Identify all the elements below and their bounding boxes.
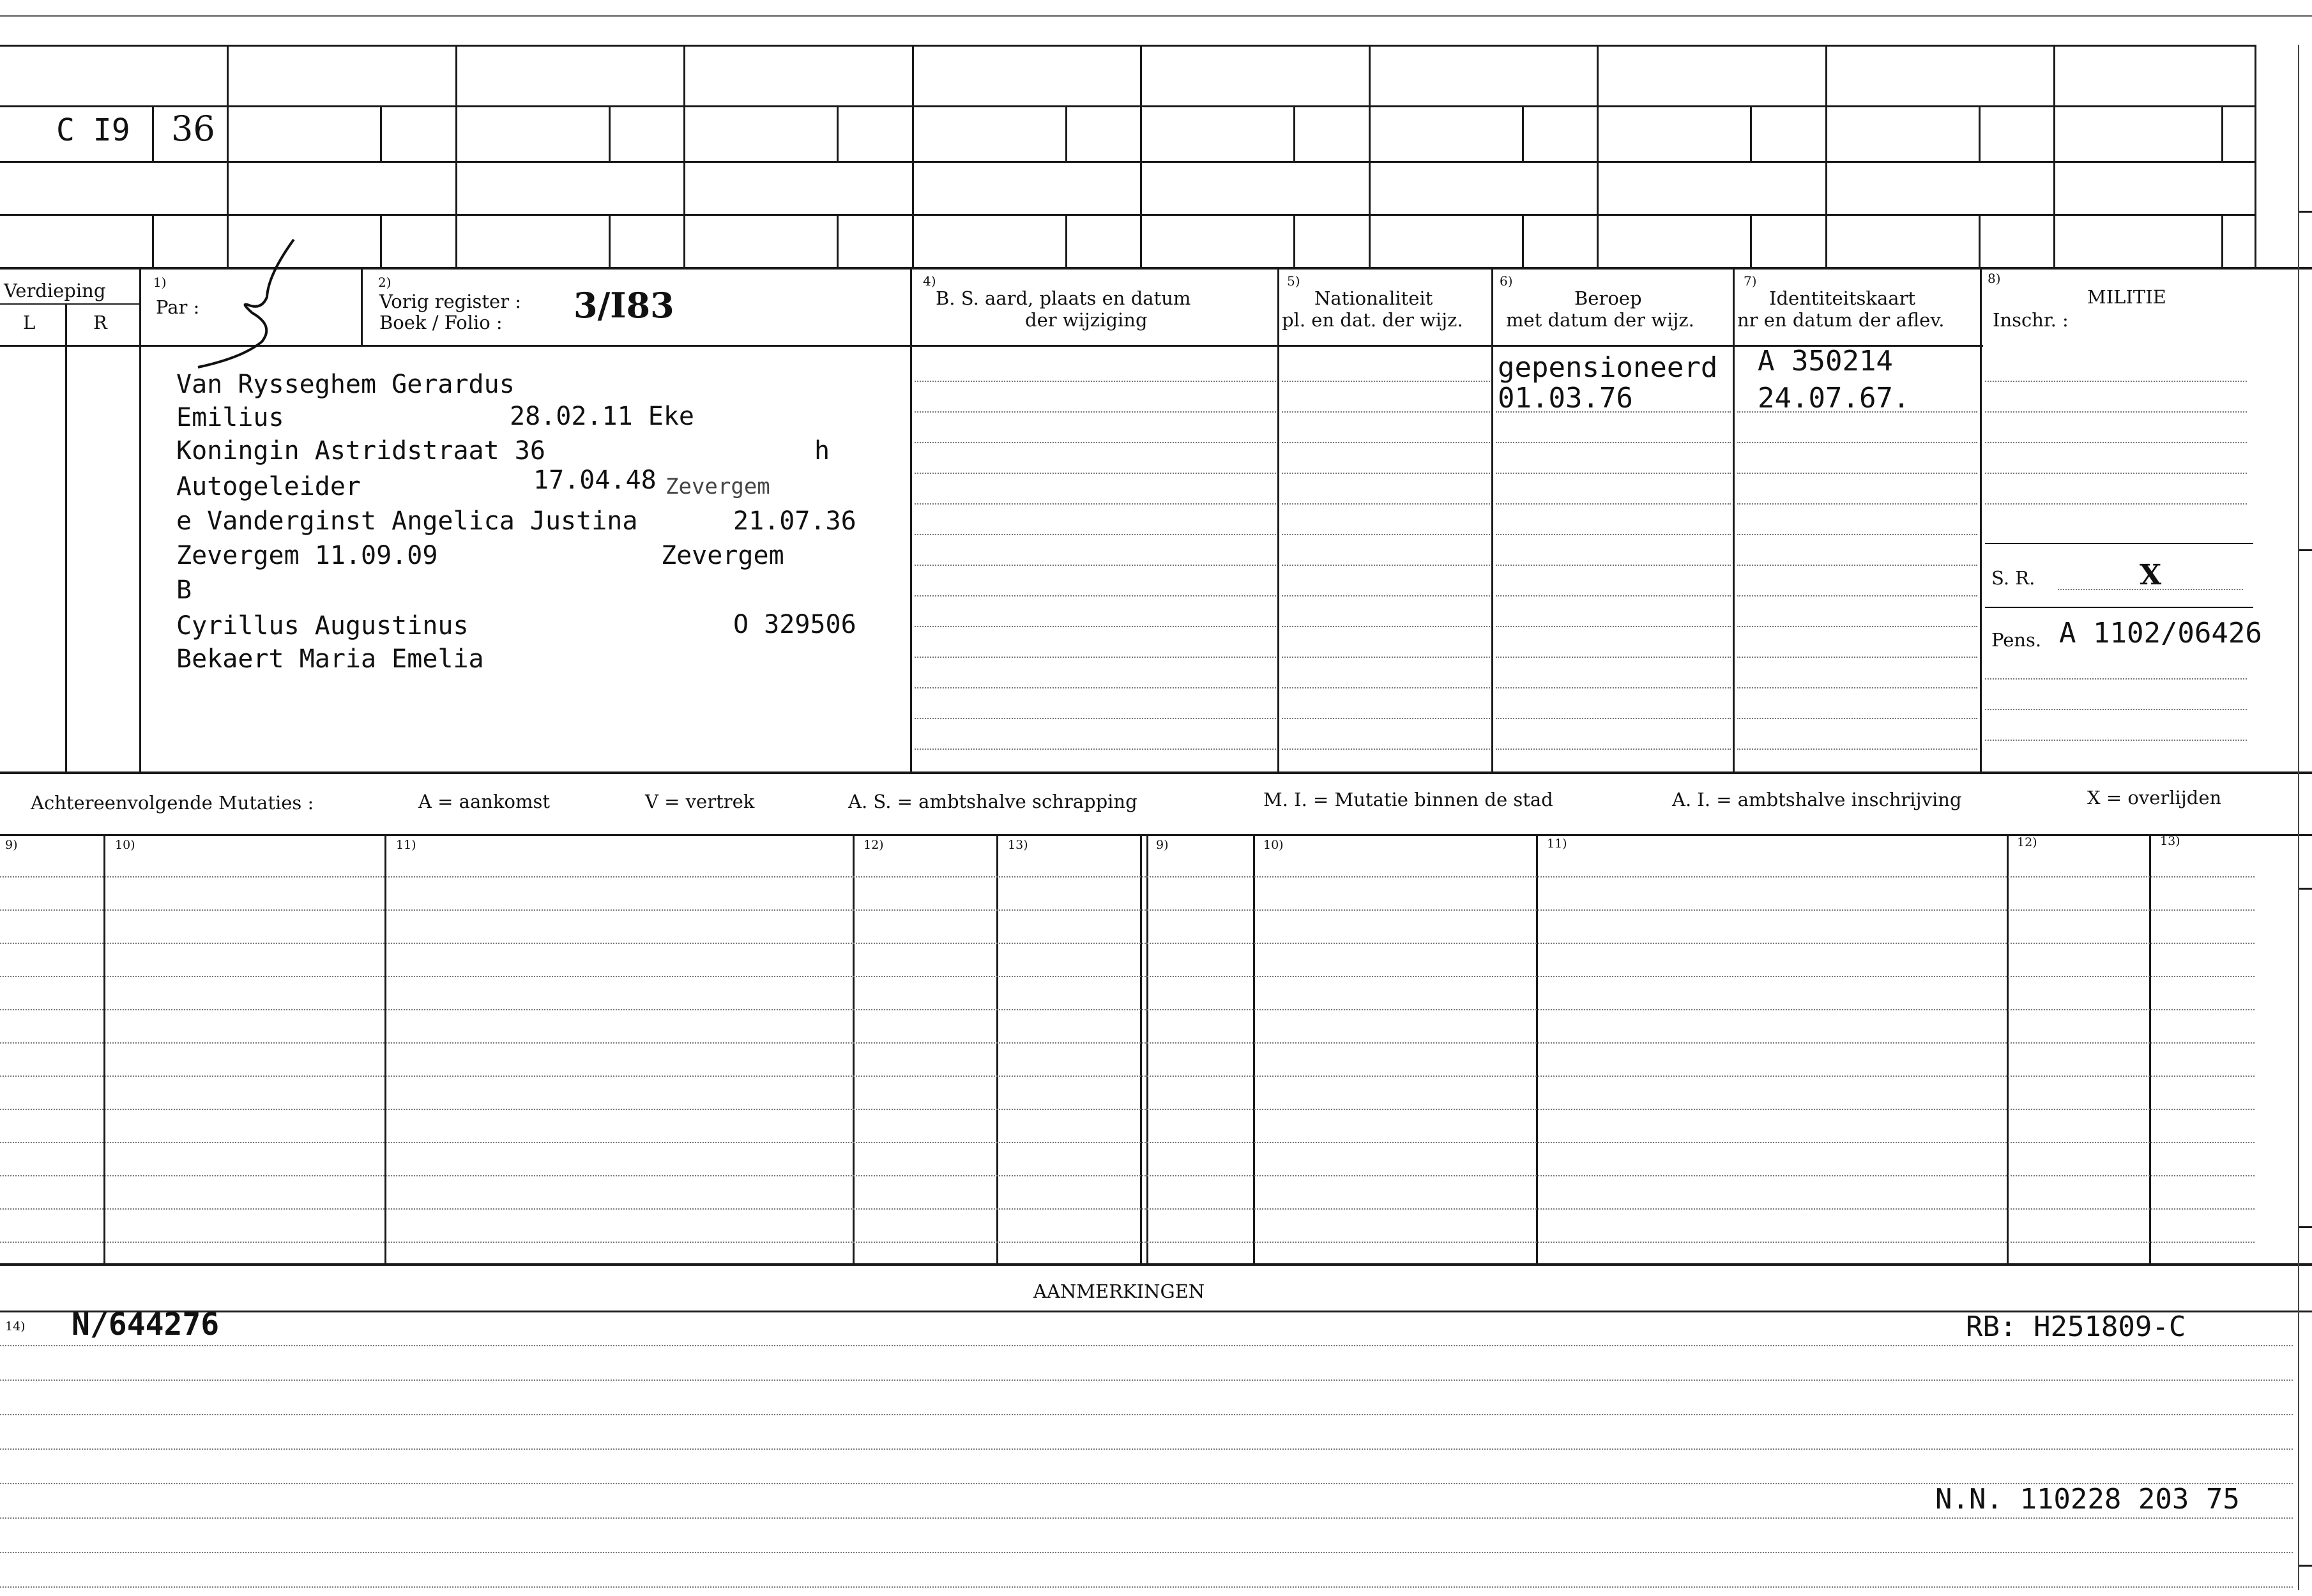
beroep-value: gepensioneerd	[1498, 351, 1718, 384]
mutation-vline	[996, 834, 998, 1263]
mutation-col-13b: 13)	[2160, 834, 2180, 848]
militie-separator	[1985, 543, 2253, 544]
mutation-vline	[1146, 834, 1148, 1263]
person-line-2a: Emilius	[176, 403, 284, 432]
person-line-7: B	[176, 575, 192, 605]
beroep-header-line1: Beroep	[1574, 287, 1642, 309]
vorig-register-label: Vorig register :	[379, 291, 522, 312]
code-cell-2: 36	[171, 109, 215, 149]
sr-label: S. R.	[1991, 567, 2035, 589]
top-edge-line	[0, 15, 2312, 17]
nationaliteit-header-line2: pl. en dat. der wijz.	[1282, 309, 1463, 331]
grid-vline	[2053, 45, 2055, 268]
frame-vline	[1733, 268, 1735, 771]
pens-value: A 1102/06426	[2059, 617, 2262, 650]
verdieping-label: Verdieping	[4, 280, 106, 301]
col-l-label: L	[23, 312, 36, 333]
grid-vline	[1825, 45, 1827, 268]
grid-vline-minor	[1065, 105, 1067, 161]
person-line-5a: e Vanderginst Angelica Justina	[176, 506, 638, 536]
pens-label: Pens.	[1991, 629, 2042, 651]
grid-line	[0, 161, 2255, 163]
person-line-8b: O 329506	[733, 610, 856, 639]
grid-vline	[455, 45, 457, 268]
body-bottom-line	[0, 771, 2312, 774]
boek-folio-label: Boek / Folio :	[379, 312, 503, 333]
mutation-col-11: 11)	[396, 838, 416, 852]
person-line-2b: 28.02.11 Eke	[510, 402, 694, 431]
grid-vline	[1140, 45, 1142, 268]
field-number-4: 4)	[923, 273, 936, 289]
mutation-vline	[1140, 834, 1142, 1263]
grid-line	[0, 105, 2255, 107]
bs-header-line1: B. S. aard, plaats en datum	[936, 287, 1191, 309]
frame-vline	[361, 268, 363, 345]
par-label: Par :	[156, 296, 200, 318]
grid-vline	[912, 45, 914, 268]
inschr-label: Inschr. :	[1993, 309, 2069, 331]
grid-vline-minor	[1065, 214, 1067, 268]
beroep-date: 01.03.76	[1498, 382, 1633, 414]
mutation-col-10: 10)	[115, 838, 135, 852]
mutation-col-12: 12)	[863, 838, 884, 852]
mutation-vline	[853, 834, 855, 1263]
person-line-3b: h	[814, 436, 830, 466]
person-line-4b: 17.04.48	[533, 466, 657, 495]
grid-vline-minor	[1979, 214, 1981, 268]
grid-vline-minor	[2221, 105, 2223, 161]
mutation-vline	[103, 834, 105, 1263]
remarks-top-line	[0, 1311, 2312, 1312]
identiteitskaart-header-line1: Identiteitskaart	[1769, 287, 1916, 309]
grid-line	[0, 214, 2255, 216]
grid-vline-minor	[1750, 214, 1752, 268]
grid-vline-minor	[1293, 105, 1295, 161]
frame-vline	[910, 268, 912, 771]
mutations-top-line	[0, 834, 2312, 836]
legend-a: A = aankomst	[418, 791, 551, 812]
person-line-1: Van Rysseghem Gerardus	[176, 370, 515, 399]
field-number-14: 14)	[5, 1319, 26, 1334]
field-number-1: 1)	[153, 275, 167, 290]
grid-vline	[2255, 45, 2256, 268]
grid-vline-minor	[1522, 214, 1524, 268]
field-number-2: 2)	[378, 275, 392, 290]
militie-header: MILITIE	[2087, 286, 2166, 308]
person-line-6a: Zevergem 11.09.09	[176, 541, 438, 570]
nationaliteit-header-line1: Nationaliteit	[1314, 287, 1433, 309]
grid-vline-minor	[837, 105, 839, 161]
grid-top-line	[0, 45, 2255, 47]
frame-vline	[1491, 268, 1493, 771]
grid-vline-minor	[1750, 105, 1752, 161]
grid-vline	[1369, 45, 1371, 268]
sr-value: X	[2140, 559, 2162, 591]
grid-vline	[683, 45, 685, 268]
frame-vline	[139, 268, 141, 771]
frame-vline	[1980, 268, 1982, 771]
grid-vline-minor	[380, 105, 382, 161]
id-number: A 350214	[1758, 345, 1893, 377]
mutation-vline	[1536, 834, 1538, 1263]
grid-vline	[1597, 45, 1599, 268]
person-line-3a: Koningin Astridstraat 36	[176, 436, 545, 466]
mutation-vline	[2149, 834, 2151, 1263]
grid-vline-minor	[1522, 105, 1524, 161]
legend-mi: M. I. = Mutatie binnen de stad	[1263, 789, 1553, 810]
legend-ai: A. I. = ambtshalve inschrijving	[1672, 789, 1962, 810]
person-line-9: Bekaert Maria Emelia	[176, 644, 484, 674]
person-line-6b: Zevergem	[661, 541, 784, 570]
id-date: 24.07.67.	[1758, 382, 1910, 414]
grid-vline-minor	[1293, 214, 1295, 268]
col-r-label: R	[93, 312, 107, 333]
par-handwritten-mark	[192, 230, 307, 377]
mutation-col-11b: 11)	[1547, 837, 1567, 851]
frame-vline	[1277, 268, 1279, 771]
mutation-col-13: 13)	[1008, 838, 1028, 852]
grid-vline-minor	[152, 105, 154, 161]
militie-separator	[1985, 607, 2253, 608]
grid-vline-minor	[609, 214, 611, 268]
code-cell: C I9	[56, 112, 130, 148]
beroep-header-line2: met datum der wijz.	[1506, 309, 1694, 331]
grid-vline-minor	[609, 105, 611, 161]
grid-vline-minor	[2221, 214, 2223, 268]
grid-vline-minor	[152, 214, 154, 268]
grid-vline-minor	[1979, 105, 1981, 161]
legend-title: Achtereenvolgende Mutaties :	[31, 792, 314, 814]
verdieping-split	[0, 303, 139, 305]
grid-line	[0, 267, 2312, 270]
mutation-vline	[2007, 834, 2009, 1263]
grid-vline-minor	[837, 214, 839, 268]
frame-vline	[65, 303, 67, 771]
person-line-5b: 21.07.36	[733, 506, 856, 536]
person-line-8a: Cyrillus Augustinus	[176, 611, 469, 641]
mutation-col-10b: 10)	[1263, 838, 1284, 852]
legend-v: V = vertrek	[645, 791, 755, 812]
legend-as: A. S. = ambtshalve schrapping	[848, 791, 1137, 812]
mutation-col-12b: 12)	[2017, 835, 2037, 849]
mutation-vline	[1253, 834, 1255, 1263]
remarks-title: AANMERKINGEN	[1033, 1281, 1205, 1302]
mutation-vline	[384, 834, 386, 1263]
grid-vline-minor	[380, 214, 382, 268]
person-line-4a: Autogeleider	[176, 472, 361, 501]
field-number-8: 8)	[1988, 271, 2001, 286]
remarks-number: N/644276	[72, 1307, 220, 1342]
vorig-register-value: 3/I83	[574, 285, 674, 326]
field-number-6: 6)	[1500, 273, 1513, 289]
mutation-col-9: 9)	[5, 838, 18, 852]
field-number-5: 5)	[1287, 273, 1300, 289]
mutations-bottom-line	[0, 1263, 2312, 1266]
bs-header-line2: der wijziging	[1025, 309, 1148, 331]
remarks-rb: RB: H251809-C	[1966, 1311, 2186, 1343]
person-line-4c: Zevergem	[665, 474, 770, 499]
field-number-7: 7)	[1744, 273, 1757, 289]
legend-x: X = overlijden	[2087, 787, 2222, 809]
remarks-nn: N.N. 110228 203 75	[1935, 1483, 2240, 1516]
mutation-col-9b: 9)	[1156, 838, 1169, 852]
identiteitskaart-header-line2: nr en datum der aflev.	[1737, 309, 1945, 331]
